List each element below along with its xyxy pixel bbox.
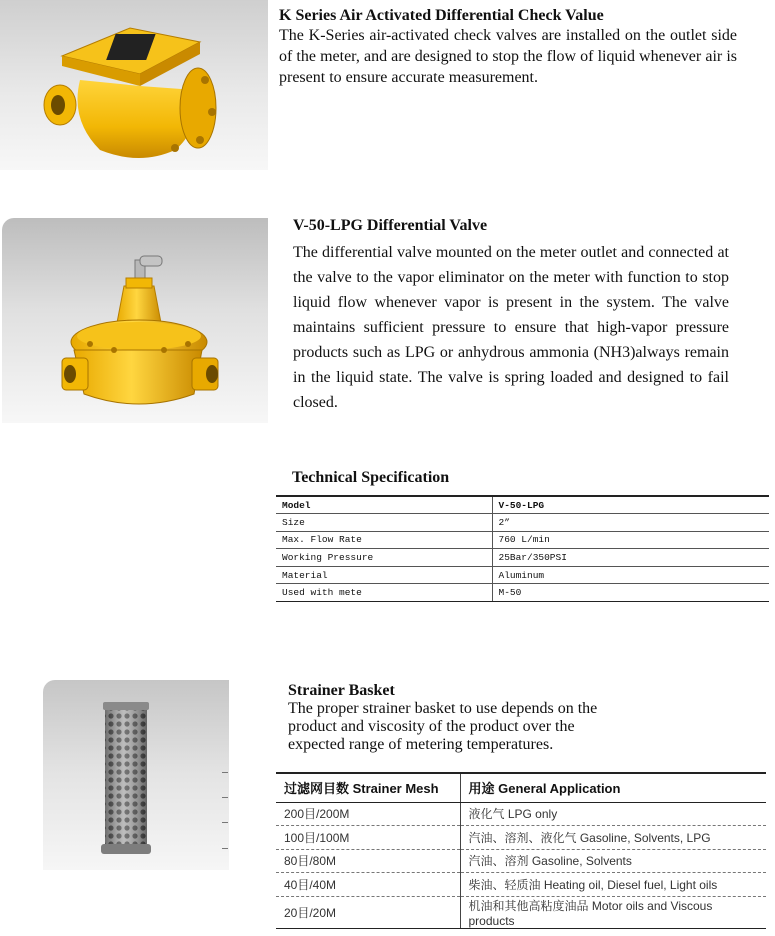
product2-title: V-50-LPG Differential Valve <box>293 217 488 234</box>
divider <box>222 797 228 798</box>
table-row <box>276 531 769 549</box>
spec-value: 2” <box>492 514 769 532</box>
application-cell: 柴油、轻质油 Heating oil, Diesel fuel, Light oils <box>460 873 766 897</box>
table-row <box>276 566 769 584</box>
spec-value: 760 L/min <box>492 531 769 549</box>
spec-label: Working Pressure <box>276 549 492 567</box>
table-row <box>276 896 766 928</box>
mesh-cell: 100目/100M <box>276 826 460 850</box>
spec-value: V-50-LPG <box>492 496 769 514</box>
table-row <box>276 496 769 514</box>
table-row <box>276 584 769 602</box>
strainer-basket-photo <box>43 680 229 870</box>
application-cell: 汽油、溶剂 Gasoline, Solvents <box>460 849 766 873</box>
spec-heading: Technical Specification <box>292 469 450 486</box>
product3-description: The proper strainer basket to use depends on the product and viscosity of the product over the expected range of metering temperatures. <box>288 700 598 753</box>
v50-lpg-valve-photo <box>2 218 268 423</box>
product1-block <box>279 6 737 88</box>
mesh-table <box>276 772 766 929</box>
spec-label: Max. Flow Rate <box>276 531 492 549</box>
spec-value: Aluminum <box>492 566 769 584</box>
table-row <box>276 849 766 873</box>
spec-table <box>276 495 769 602</box>
spec-value: 25Bar/350PSI <box>492 549 769 567</box>
product3-block <box>288 681 628 754</box>
mesh-cell: 40目/40M <box>276 873 460 897</box>
spec-label: Model <box>276 496 492 514</box>
product1-description: The K-Series air-activated check valves are installed on the outlet side of the meter, and are designed to stop the flow of liquid whenever air is present to ensure accurate measurement. <box>279 27 737 86</box>
divider <box>222 822 228 823</box>
product3-title: Strainer Basket <box>288 682 395 699</box>
spec-label: Material <box>276 566 492 584</box>
table-header-row <box>276 773 766 802</box>
divider <box>222 772 228 773</box>
k-series-valve-photo <box>0 0 268 170</box>
table-row <box>276 549 769 567</box>
application-cell: 机油和其他高粘度油品 Motor oils and Viscous products <box>460 896 766 928</box>
application-column-header: 用途 General Application <box>460 773 766 802</box>
product2-description: The differential valve mounted on the meter outlet and connected at the valve to the vapor eliminator on the meter with function to stop liquid flow whenever vapor is present in the system. The valve maintains sufficient pressure to ensure that high-vapor pressure products such as LPG or anhydrous ammonia (NH3)always remain in the liquid state. The valve is spring loaded and designed to fail closed. <box>293 244 729 411</box>
table-row <box>276 802 766 826</box>
product1-title: K Series Air Activated Differential Check Value <box>279 7 604 24</box>
spec-label: Used with mete <box>276 584 492 602</box>
application-cell: 汽油、溶剂、液化气 Gasoline, Solvents, LPG <box>460 826 766 850</box>
table-row <box>276 873 766 897</box>
mesh-cell: 20目/20M <box>276 896 460 928</box>
table-row <box>276 514 769 532</box>
spec-label: Size <box>276 514 492 532</box>
application-cell: 液化气 LPG only <box>460 802 766 826</box>
spec-value: M-50 <box>492 584 769 602</box>
product2-block <box>293 216 729 415</box>
divider <box>222 848 228 849</box>
mesh-column-header: 过滤网目数 Strainer Mesh <box>276 773 460 802</box>
table-row <box>276 826 766 850</box>
mesh-cell: 200目/200M <box>276 802 460 826</box>
mesh-cell: 80目/80M <box>276 849 460 873</box>
